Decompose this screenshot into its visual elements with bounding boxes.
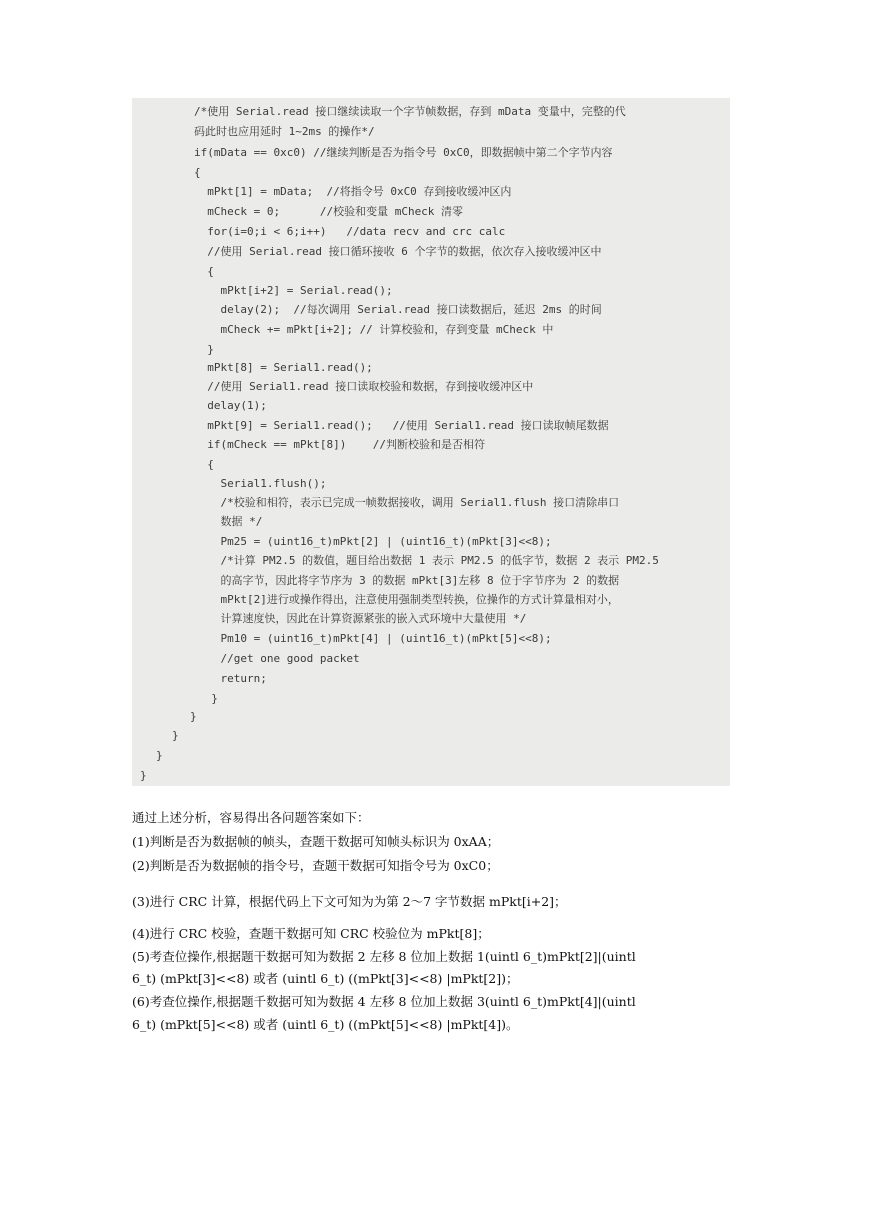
answer-item: 6_t) (mPkt[3]<<8) 或者 (uintl 6_t) ((mPkt[3]<<8) |mPkt[2])；	[132, 971, 519, 986]
code-line: return;	[194, 672, 267, 685]
code-line: }	[194, 343, 214, 356]
code-line: mPkt[1] = mData; //将指令号 0xC0 存到接收缓冲区内	[194, 185, 512, 198]
code-line: if(mData == 0xc0) //继续判断是否为指令号 0xC0，即数据帧中第二个字节内容	[194, 146, 613, 159]
code-line: mCheck = 0; //校验和变量 mCheck 清零	[194, 205, 464, 218]
code-line: mPkt[2]进行或操作得出，注意使用强制类型转换，位操作的方式计算量相对小，	[194, 593, 619, 606]
answer-item: (6)考查位操作,根据题千数据可知为数据 4 左移 8 位加上数据 3(uintl 6_t)mPkt[4]|(uintl	[132, 994, 636, 1009]
code-line: //使用 Serial1.read 接口读取校验和数据，存到接收缓冲区中	[194, 380, 534, 393]
answer-item: (1)判断是否为数据帧的帧头，查题干数据可知帧头标识为 0xAA；	[132, 834, 500, 849]
answer-item: (3)进行 CRC 计算，根据代码上下文可知为为第 2～7 字节数据 mPkt[i+2]；	[132, 894, 567, 909]
code-line: }	[198, 692, 218, 705]
code-line: delay(2); //每次调用 Serial.read 接口读数据后，延迟 2ms 的时间	[194, 303, 602, 316]
code-line: 计算速度快，因此在计算资源紧张的嵌入式环境中大量使用 */	[194, 612, 527, 625]
code-line: /*计算 PM2.5 的数值，题目给出数据 1 表示 PM2.5 的低字节，数据 2 表示 PM2.5	[194, 554, 659, 567]
code-line: }	[190, 710, 197, 723]
code-line: {	[194, 166, 201, 179]
code-line: Serial1.flush();	[194, 477, 327, 490]
code-line: 的高字节，因此将字节序为 3 的数据 mPkt[3]左移 8 位于字节序为 2 的数据	[194, 574, 620, 587]
answer-intro: 通过上述分析，容易得出各问题答案如下：	[132, 810, 370, 825]
answer-item: 6_t) (mPkt[5]<<8) 或者 (uintl 6_t) ((mPkt[5]<<8) |mPkt[4])。	[132, 1017, 519, 1032]
code-line: Pm10 = (uint16_t)mPkt[4] | (uint16_t)(mPkt[5]<<8);	[194, 632, 552, 645]
code-screenshot	[132, 98, 730, 786]
code-line: }	[140, 769, 147, 782]
code-line: /*使用 Serial.read 接口继续读取一个字节帧数据，存到 mData 变量中，完整的代	[194, 105, 626, 118]
code-line: //get one good packet	[194, 652, 360, 665]
code-line: mPkt[i+2] = Serial.read();	[194, 284, 393, 297]
code-line: }	[172, 729, 179, 742]
code-line: mCheck += mPkt[i+2]; // 计算校验和，存到变量 mCheck 中	[194, 323, 554, 336]
code-line: mPkt[8] = Serial1.read();	[194, 361, 373, 374]
answer-item: (2)判断是否为数据帧的指令号，查题干数据可知指令号为 0xC0；	[132, 858, 499, 873]
code-line: if(mCheck == mPkt[8]) //判断校验和是否相符	[194, 438, 486, 451]
code-line: 数据 */	[194, 515, 263, 528]
code-line: //使用 Serial.read 接口循环接收 6 个字节的数据，依次存入接收缓冲区中	[194, 245, 602, 258]
code-line: {	[194, 458, 214, 471]
code-line: }	[156, 749, 163, 762]
code-line: 码此时也应用延时 1~2ms 的操作*/	[194, 125, 375, 138]
code-line: Pm25 = (uint16_t)mPkt[2] | (uint16_t)(mPkt[3]<<8);	[194, 535, 552, 548]
code-line: delay(1);	[194, 399, 267, 412]
answer-item: (4)进行 CRC 校验，查题干数据可知 CRC 校验位为 mPkt[8]；	[132, 926, 490, 941]
code-line: for(i=0;i < 6;i++) //data recv and crc calc	[194, 225, 506, 238]
code-line: {	[194, 265, 214, 278]
answer-item: (5)考查位操作,根据题干数据可知为数据 2 左移 8 位加上数据 1(uintl 6_t)mPkt[2]|(uintl	[132, 949, 636, 964]
code-line: /*校验和相符，表示已完成一帧数据接收，调用 Serial1.flush 接口清除串口	[194, 496, 620, 509]
code-line: mPkt[9] = Serial1.read(); //使用 Serial1.read 接口读取帧尾数据	[194, 419, 609, 432]
